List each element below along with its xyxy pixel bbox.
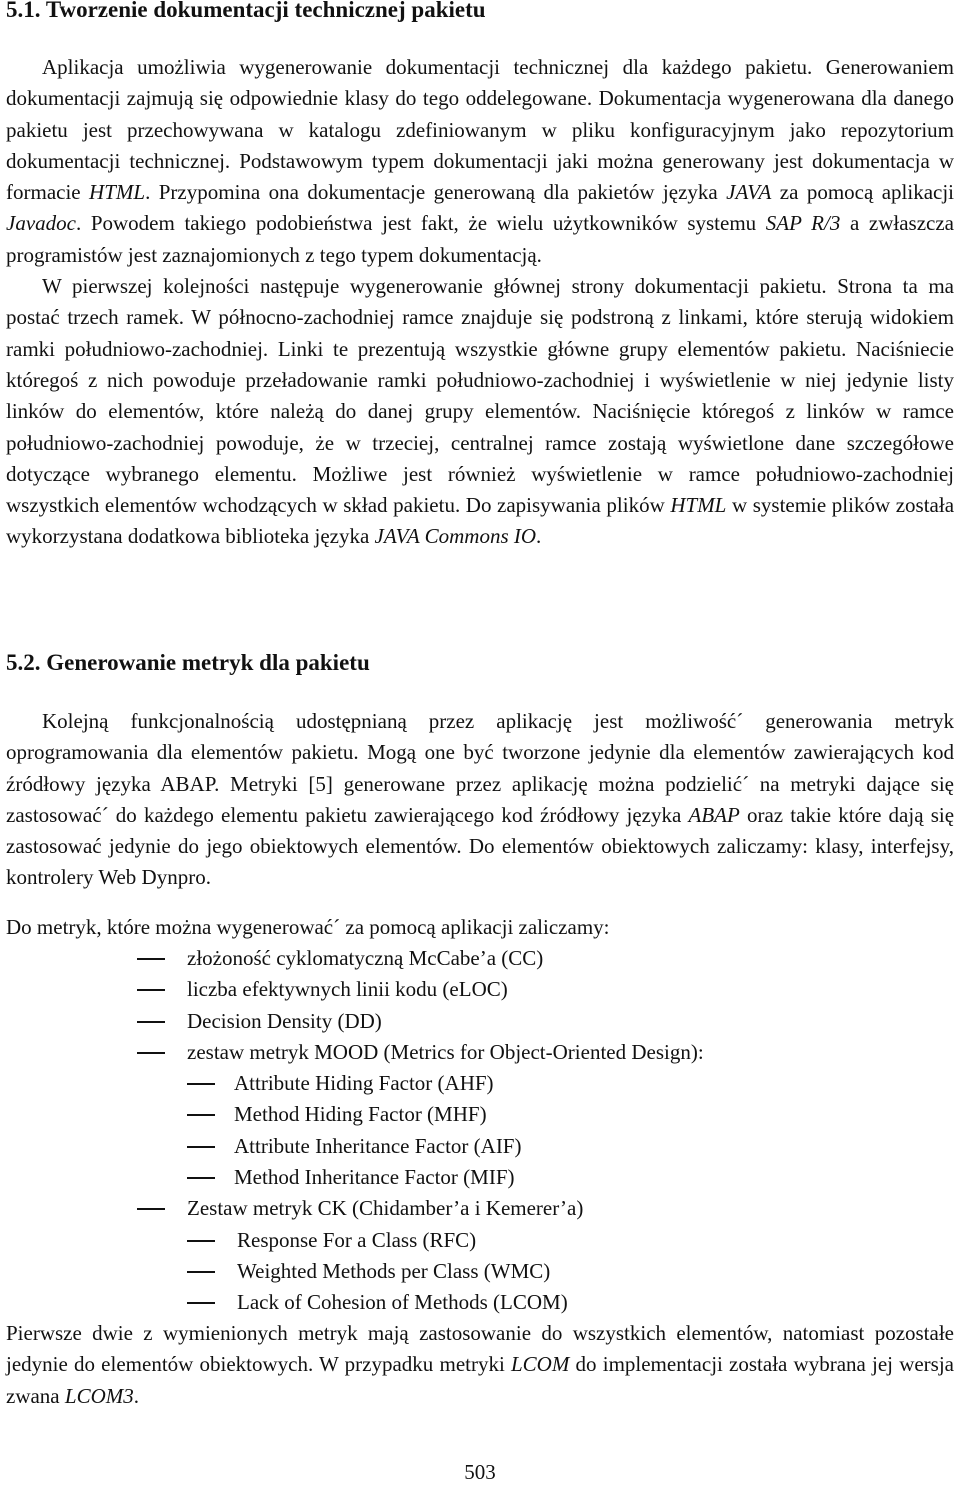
list-item-label: zestaw metryk MOOD (Metrics for Object-Oriented Design): bbox=[187, 1039, 704, 1064]
metrics-list bbox=[6, 943, 954, 1319]
text-run: do implementacji została wybrana jej wersja zwana bbox=[6, 1352, 955, 1408]
dash-bullet bbox=[137, 989, 165, 991]
dash-bullet bbox=[187, 1271, 215, 1273]
list-item bbox=[6, 974, 954, 1005]
list-item-label: Response For a Class (RFC) bbox=[237, 1227, 477, 1252]
list-item bbox=[6, 1006, 954, 1037]
italic-term-commons-io: JAVA Commons IO bbox=[374, 524, 537, 549]
dash-bullet bbox=[137, 1208, 165, 1210]
text-run: . bbox=[133, 1383, 139, 1408]
list-item-label: Lack of Cohesion of Methods (LCOM) bbox=[237, 1290, 568, 1315]
text-run: Kolejną funkcjonalnością udostępnianą przez aplikację jest możliwość´ generowania metryk oprogramowania dla elementów pakietu. Mogą one być tworzone jedynie dla elementów zawierających kod źródłowy języka ABAP. Metryki [5] generowane przez aplikację można podzielić´ na metryki dające się zastosować´ do każdego elementu pakietu zawierającego kod źródłowy języka bbox=[6, 709, 954, 827]
list-item-label: Attribute Inheritance Factor (AIF) bbox=[234, 1133, 522, 1158]
italic-term-sap: SAP R/3 bbox=[765, 211, 841, 236]
list-item-label: Decision Density (DD) bbox=[187, 1008, 382, 1033]
italic-term-lcom3: LCOM3 bbox=[64, 1383, 134, 1408]
text-run: . Przypomina ona dokumentacje generowaną dla pakietów języka bbox=[145, 180, 718, 205]
section-heading-5-2: 5.2. Generowanie metryk dla pakietu bbox=[6, 650, 370, 675]
list-item bbox=[6, 1162, 954, 1193]
dash-bullet bbox=[137, 958, 165, 960]
list-item bbox=[6, 943, 954, 974]
list-item bbox=[6, 1131, 954, 1162]
list-item-label: Method Inheritance Factor (MIF) bbox=[234, 1165, 515, 1190]
text-run: Aplikacja umożliwia wygenerowanie dokumentacji technicznej dla każdego pakietu. Generowaniem dokumentacji zajmują się odpowiednie klasy do tego oddelegowane. Dokumentacja wygenerowana dla danego pakietu jest przechowywana w katalogu zdefiniowanym w pliku konfiguracyjnym jako repozytorium dokumentacji technicznej. Podstawowym typem dokumentacji jaki można generowany jest dokumentacja w formacie bbox=[6, 55, 954, 205]
text-run: w systemie plików została wykorzystana dodatkowa biblioteka języka bbox=[6, 493, 955, 549]
list-item bbox=[6, 1287, 954, 1318]
italic-term-java: JAVA bbox=[726, 180, 772, 205]
list-item-label: Weighted Methods per Class (WMC) bbox=[237, 1258, 551, 1283]
text-run: Pierwsze dwie z wymienionych metryk mają zastosowanie do wszystkich elementów, natomiast pozostałe jedynie do elementów obiektowych. W przypadku metryki bbox=[6, 1321, 954, 1377]
text-run: . Powodem takiego podobieństwa jest fakt, że wielu użytkowników systemu bbox=[75, 211, 757, 236]
list-item-label: Attribute Hiding Factor (AHF) bbox=[234, 1071, 494, 1096]
italic-term-html: HTML bbox=[670, 493, 727, 518]
dash-bullet bbox=[137, 1052, 165, 1054]
dash-bullet bbox=[137, 1021, 165, 1023]
list-item bbox=[6, 1225, 954, 1256]
dash-bullet bbox=[187, 1114, 215, 1116]
list-item bbox=[6, 1068, 954, 1099]
dash-bullet bbox=[187, 1083, 215, 1085]
list-item-label: Method Hiding Factor (MHF) bbox=[234, 1102, 487, 1127]
list-item bbox=[6, 1037, 954, 1068]
page-number: 503 bbox=[464, 1460, 496, 1484]
text-run: za pomocą aplikacji bbox=[779, 180, 955, 205]
list-item bbox=[6, 1193, 954, 1224]
list-item bbox=[6, 1099, 954, 1130]
section-5-1-paragraph bbox=[6, 52, 954, 553]
dash-bullet bbox=[187, 1146, 215, 1148]
list-item-label: liczba efektywnych linii kodu (eLOC) bbox=[187, 977, 508, 1002]
closing-paragraph bbox=[6, 1318, 954, 1412]
italic-term-lcom: LCOM bbox=[511, 1352, 570, 1377]
section-5-2-paragraph bbox=[6, 706, 954, 894]
list-item bbox=[6, 1256, 954, 1287]
section-heading-5-1: 5.1. Tworzenie dokumentacji technicznej pakietu bbox=[6, 0, 486, 22]
italic-term-javadoc: Javadoc bbox=[6, 211, 76, 236]
metrics-intro: Do metryk, które można wygenerować´ za pomocą aplikacji zaliczamy: bbox=[6, 915, 610, 939]
text-run: a zwłaszcza programistów jest zaznajomionych z tego typem dokumentacją. bbox=[6, 211, 954, 267]
list-item-label: Zestaw metryk CK (Chidamber’a i Kemerer’a) bbox=[187, 1196, 584, 1221]
dash-bullet bbox=[187, 1177, 215, 1179]
list-item-label: złożoność cyklomatyczną McCabe’a (CC) bbox=[187, 946, 544, 970]
dash-bullet bbox=[187, 1240, 215, 1242]
text-run: . bbox=[536, 524, 542, 549]
italic-term-html: HTML bbox=[89, 180, 146, 205]
italic-term-abap: ABAP bbox=[688, 802, 740, 827]
text-run: oraz takie które dają się zastosować jedynie do jego obiektowych elementów. Do elementów obiektowych zaliczamy: klasy, interfejsy, kontrolery Web Dynpro. bbox=[6, 802, 955, 890]
text-run: W pierwszej kolejności następuje wygenerowanie głównej strony dokumentacji pakietu. Strona ta ma postać trzech ramek. W północno-zachodniej ramce znajduje się podstroną z linkami, które sterują widokiem ramki południowo-zachodniej. Linki te prezentują wszystkie główne grupy elementów pakietu. Naciśniecie któregoś z nich powoduje przeładowanie ramki południowo-zachodniej i wyświetlenie w niej jedynie listy linków do elementów, które należą do danej grupy elementów. Naciśnięcie któregoś z linków w ramce południowo-zachodniej powoduje, że w trzeciej, centralnej ramce zostają wyświetlone dane szczegółowe dotyczące wybranego elementu. Możliwe jest również wyświetlenie w ramce południowo-zachodniej wszystkich elementów wchodzących w skład pakietu. Do zapisywania plików bbox=[6, 274, 954, 518]
dash-bullet bbox=[187, 1302, 215, 1304]
